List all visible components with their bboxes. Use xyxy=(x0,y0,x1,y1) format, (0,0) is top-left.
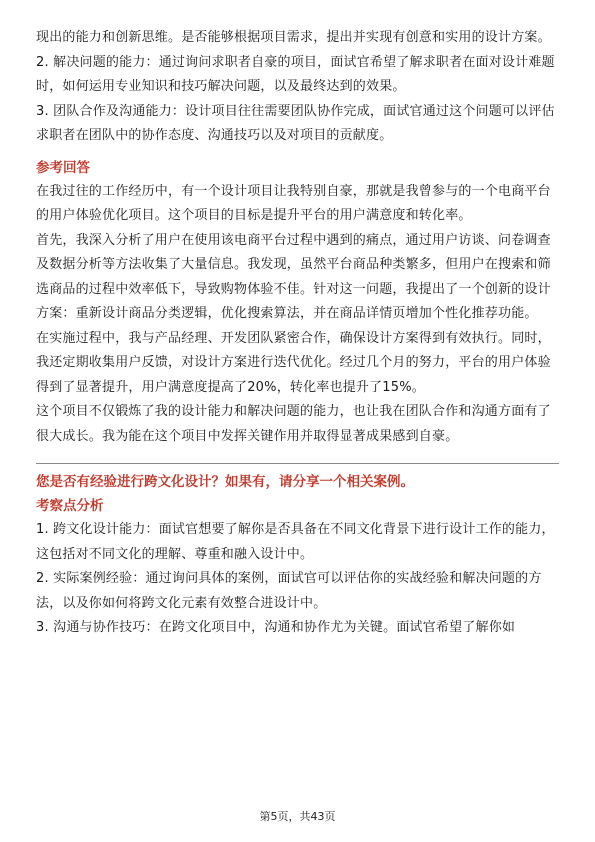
interview-question: 您是否有经验进行跨文化设计？如果有，请分享一个相关案例。 xyxy=(36,474,414,490)
analysis-item-3: 3. 团队合作及沟通能力：设计项目往往需要团队协作完成，面试官通过这个问题可以评估求职者在团队中的协作态度、沟通技巧以及对项目的贡献度。 xyxy=(36,103,555,143)
analysis-item-1: 1. 跨文化设计能力：面试官想要了解你是否具备在不同文化背景下进行设计工作的能力，这包括对不同文化的理解、尊重和融入设计中。 xyxy=(36,522,555,562)
analysis-item-2: 2. 解决问题的能力：通过询问求职者自豪的项目，面试官希望了解求职者在面对设计难题时，如何运用专业知识和技巧解决问题，以及最终达到的效果。 xyxy=(36,54,555,94)
answer-paragraph-2: 首先，我深入分析了用户在使用该电商平台过程中遇到的痛点，通过用户访谈、问卷调查及数据分析等方法收集了大量信息。我发现，虽然平台商品种类繁多，但用户在搜索和筛选商品的过程中效率低下，导致购物体验不佳。针对这一问题，我提出了一个创新的设计方案：重新设计商品分类逻辑，优化搜索算法，并在商品详情页增加个性化推荐功能。 xyxy=(36,232,551,321)
analysis-item-3-next: 3. 沟通与协作技巧：在跨文化项目中，沟通和协作尤为关键。面试官希望了解你如 xyxy=(36,620,516,635)
analysis-continuation: 现出的能力和创新思维。是否能够根据项目需求，提出并实现有创意和实用的设计方案。 xyxy=(36,30,551,45)
reference-answer-heading: 参考回答 xyxy=(36,159,90,176)
page-number: 第5页，共43页 xyxy=(259,810,336,823)
answer-paragraph-3: 在实施过程中，我与产品经理、开发团队紧密合作，确保设计方案得到有效执行。同时，我还定期收集用户反馈，对设计方案进行迭代优化。经过几个月的努力，平台的用户体验得到了显著提升，用户满意度提高了20%，转化率也提升了15%。 xyxy=(36,330,551,395)
document-page xyxy=(36,26,559,641)
answer-paragraph-1: 在我过往的工作经历中，有一个设计项目让我特别自豪，那就是我曾参与的一个电商平台的用户体验优化项目。这个项目的目标是提升平台的用户满意度和转化率。 xyxy=(36,183,551,223)
analysis-item-2-next: 2. 实际案例经验：通过询问具体的案例，面试官可以评估你的实战经验和解决问题的方法，以及你如何将跨文化元素有效整合进设计中。 xyxy=(36,571,542,611)
answer-paragraph-4: 这个项目不仅锻炼了我的设计能力和解决问题的能力，也让我在团队合作和沟通方面有了很大成长。我为能在这个项目中发挥关键作用并取得显著成果感到自豪。 xyxy=(36,404,551,444)
section-divider xyxy=(36,463,559,464)
analysis-heading: 考察点分析 xyxy=(36,498,104,514)
